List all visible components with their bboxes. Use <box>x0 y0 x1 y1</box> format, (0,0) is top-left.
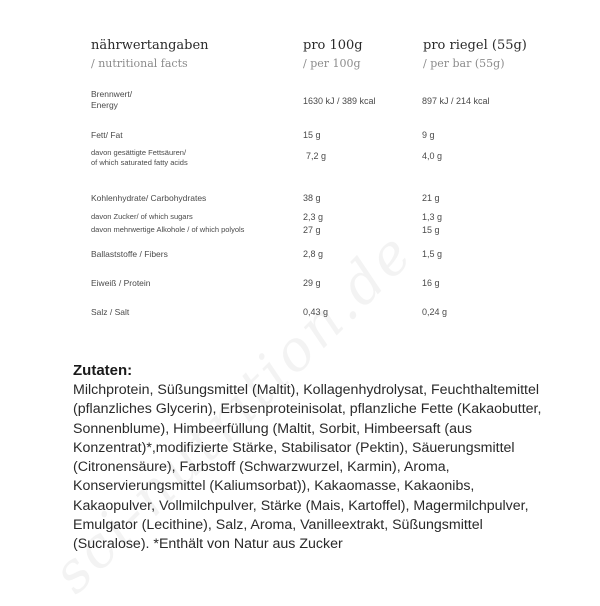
row-label-line: Brennwert/ <box>91 89 133 99</box>
table-title-en: / nutritional facts <box>91 57 188 70</box>
value-polyols-bar: 15 g <box>422 225 440 235</box>
row-polyols-label: davon mehrwertige Alkohole / of which polyols <box>91 225 245 234</box>
value-carbohydrates-bar: 21 g <box>422 193 440 203</box>
column-header-per-100g: pro 100g <box>303 38 363 53</box>
row-label-line: davon gesättigte Fettsäuren/ <box>91 148 187 157</box>
value-energy-bar: 897 kJ / 214 kcal <box>422 96 490 106</box>
value-carbohydrates-100g: 38 g <box>303 193 321 203</box>
value-salt-100g: 0,43 g <box>303 307 329 317</box>
row-saturated-label <box>91 148 188 168</box>
row-sugars-label: davon Zucker/ of which sugars <box>91 212 193 221</box>
value-protein-bar: 16 g <box>422 278 440 288</box>
value-protein-100g: 29 g <box>303 278 321 288</box>
value-fibers-bar: 1,5 g <box>422 249 443 259</box>
value-saturated-100g: 7,2 g <box>306 151 327 161</box>
value-sugars-100g: 2,3 g <box>303 212 324 222</box>
column-subheader-per-bar: / per bar (55g) <box>423 57 505 70</box>
value-fat-100g: 15 g <box>303 130 321 140</box>
table-title: nährwertangaben <box>91 38 209 53</box>
ingredients-heading: Zutaten: <box>73 362 133 379</box>
ingredients-text: Milchprotein, Süßungsmittel (Maltit), Kollagenhydrolysat, Feuchthaltemittel (pflanzliches Glycerin), Erbsenproteinisolat, pflanzliche Fette (Kakaobutter, Sonnenblume), Himbeerfüllung (Maltit, Sorbit, Himbeersaft (aus Konzentrat)*,modifizierte Stärke, Stabilisator (Pektin), Säuerungsmittel (Citronensäure), Farbstoff (Schwarzwurzel, Karmin), Aroma, Konservierungsmittel (Kaliumsorbat)), Kakaomasse, Kakaonibs, Kakaopulver, Vollmilchpulver, Stärke (Mais, Kartoffel), Magermilchpulver, Emulgator (Lecithine), Salz, Aroma, Vanilleextrakt, Süßungsmittel (Sucralose). *Enthält von Natur aus Zucker <box>73 382 542 553</box>
row-energy-label <box>91 89 132 111</box>
value-salt-bar: 0,24 g <box>422 307 448 317</box>
value-sugars-bar: 1,3 g <box>422 212 443 222</box>
row-salt-label: Salz / Salt <box>91 307 130 317</box>
column-subheader-per-100g: / per 100g <box>303 57 361 70</box>
row-carbohydrates-label: Kohlenhydrate/ Carbohydrates <box>91 193 207 203</box>
row-protein-label: Eiweiß / Protein <box>91 278 151 288</box>
row-fibers-label: Ballaststoffe / Fibers <box>91 249 168 259</box>
value-saturated-bar: 4,0 g <box>422 151 443 161</box>
row-fat-label: Fett/ Fat <box>91 130 123 140</box>
value-fat-bar: 9 g <box>422 130 435 140</box>
value-fibers-100g: 2,8 g <box>303 249 324 259</box>
row-label-line: of which saturated fatty acids <box>91 158 188 167</box>
value-energy-100g: 1630 kJ / 389 kcal <box>303 96 376 106</box>
row-label-line: Energy <box>91 100 118 110</box>
column-header-per-bar: pro riegel (55g) <box>423 38 527 53</box>
value-polyols-100g: 27 g <box>303 225 321 235</box>
